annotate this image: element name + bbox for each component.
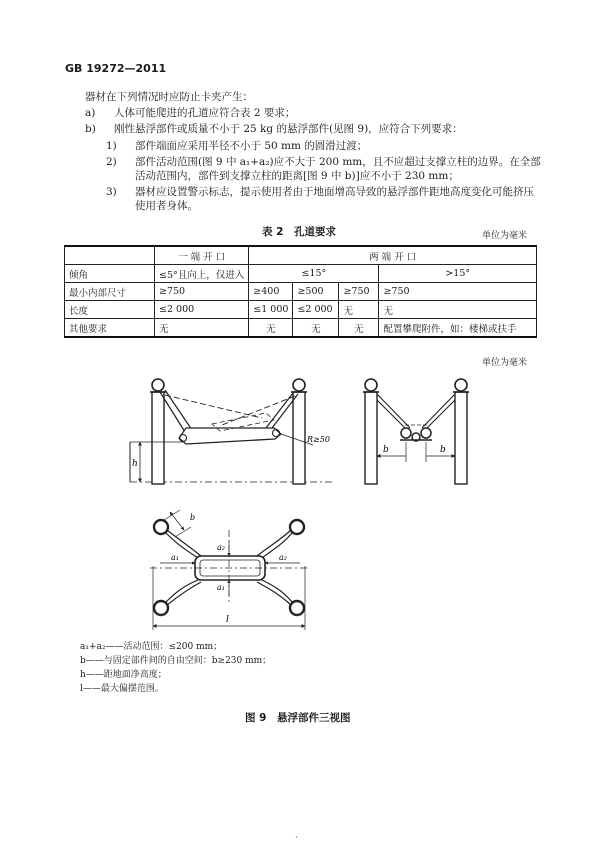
subitem-1-text: 部件端面应采用半径不小于 50 mm 的圆滑过渡； — [135, 140, 368, 152]
front-view — [130, 379, 333, 484]
row-length-label: 长度 — [65, 301, 155, 319]
cell: 无 — [293, 319, 339, 338]
subitem-1-label: 1) — [106, 140, 117, 152]
item-b-text: 刚性悬浮部件或质量不小于 25 kg 的悬浮部件(见图 9)，应符合下列要求： — [114, 123, 463, 135]
label-a1: a₁ — [171, 553, 179, 562]
figure-unit: 单位为毫米 — [482, 358, 528, 368]
intro-text: 器材在下列情况时应防止卡夹产生： — [85, 91, 253, 103]
legend-h: h——距地面净高度； — [80, 670, 167, 680]
cell: ≤2 000 — [293, 301, 339, 319]
head-two-ends: 两 端 开 口 — [249, 246, 537, 265]
cell: ≤5°且向上，仅进入 — [155, 265, 249, 283]
legend-l: l——最大偏摆范围。 — [80, 684, 164, 694]
subitem-3-label: 3) — [106, 186, 117, 198]
side-view — [363, 379, 469, 484]
label-a2: a₂ — [279, 553, 287, 562]
label-h: h — [132, 459, 138, 469]
label-b-right: b — [440, 445, 446, 455]
table-caption: 表 2 孔道要求 — [262, 226, 336, 238]
row-other-label: 其他要求 — [65, 319, 155, 338]
cell: ≥750 — [339, 283, 379, 301]
item-a-text: 人体可能爬进的孔道应符合表 2 要求； — [114, 107, 296, 119]
item-a-label: a) — [85, 107, 96, 119]
cell: ≥750 — [155, 283, 249, 301]
top-view — [150, 510, 310, 630]
cell: ≤2 000 — [155, 301, 249, 319]
subitem-2-continuation: 活动范围内，部件到支撑立柱的距离[图 9 中 b)]应不小于 230 mm； — [135, 170, 459, 182]
subitem-2-text: 部件活动范围(图 9 中 a₁+a₂)应不大于 200 mm，且不应超过支撑立柱的边界。在全部 — [135, 156, 541, 168]
cell: 无 — [339, 301, 379, 319]
cell: 无 — [249, 319, 293, 338]
passage-requirements-table — [64, 245, 537, 338]
cell: ≥400 — [249, 283, 293, 301]
left-post — [150, 379, 166, 484]
label-a1-vertical: a₁ — [217, 583, 225, 592]
table-row — [65, 265, 537, 283]
label-b-top: b — [190, 513, 196, 522]
table-corner-cell — [65, 246, 155, 265]
cell: ≥750 — [379, 283, 537, 301]
figure-caption: 图 9 悬浮部件三视图 — [245, 712, 351, 724]
subitem-1 — [106, 139, 367, 154]
standard-header: GB 19272—2011 — [65, 62, 167, 75]
legend-b: b——与固定部件间的自由空间：b≥230 mm； — [80, 656, 272, 666]
cell: ≥500 — [293, 283, 339, 301]
head-one-end: 一 端 开 口 — [155, 246, 249, 265]
table-head-row — [65, 246, 537, 265]
footer-mark: · — [295, 833, 298, 843]
cell: ≤1 000 — [249, 301, 293, 319]
label-b-left: b — [383, 445, 389, 455]
table-row — [65, 283, 537, 301]
subitem-2-label: 2) — [106, 156, 117, 168]
cell: 无 — [155, 319, 249, 338]
table-row — [65, 319, 537, 338]
legend-a: a₁+a₂——活动范围：≤200 mm； — [80, 642, 223, 652]
figure-9-drawings — [0, 365, 600, 640]
subitem-3-continuation: 使用者身体。 — [135, 200, 198, 212]
label-l: l — [226, 615, 229, 625]
label-radius: R≥50 — [307, 435, 330, 444]
cell: 配置攀爬附件，如：楼梯或扶手 — [379, 319, 537, 338]
subitem-3 — [106, 185, 534, 200]
cell: ≤15° — [249, 265, 379, 283]
row-angle-label: 倾角 — [65, 265, 155, 283]
item-a — [85, 106, 295, 121]
cell: >15° — [379, 265, 537, 283]
cell: 无 — [339, 319, 379, 338]
item-b-label: b) — [85, 123, 96, 135]
label-a2-vertical: a₂ — [217, 543, 225, 552]
subitem-2 — [106, 155, 541, 170]
row-size-label: 最小内部尺寸 — [65, 283, 155, 301]
right-post — [291, 379, 307, 484]
item-b — [85, 122, 463, 137]
subitem-3-text: 器材应设置警示标志，提示使用者由于地面增高导致的悬浮部件距地高度变化可能挤压 — [135, 186, 534, 198]
table-unit: 单位为毫米 — [482, 231, 528, 241]
cell: 无 — [379, 301, 537, 319]
table-row — [65, 301, 537, 319]
